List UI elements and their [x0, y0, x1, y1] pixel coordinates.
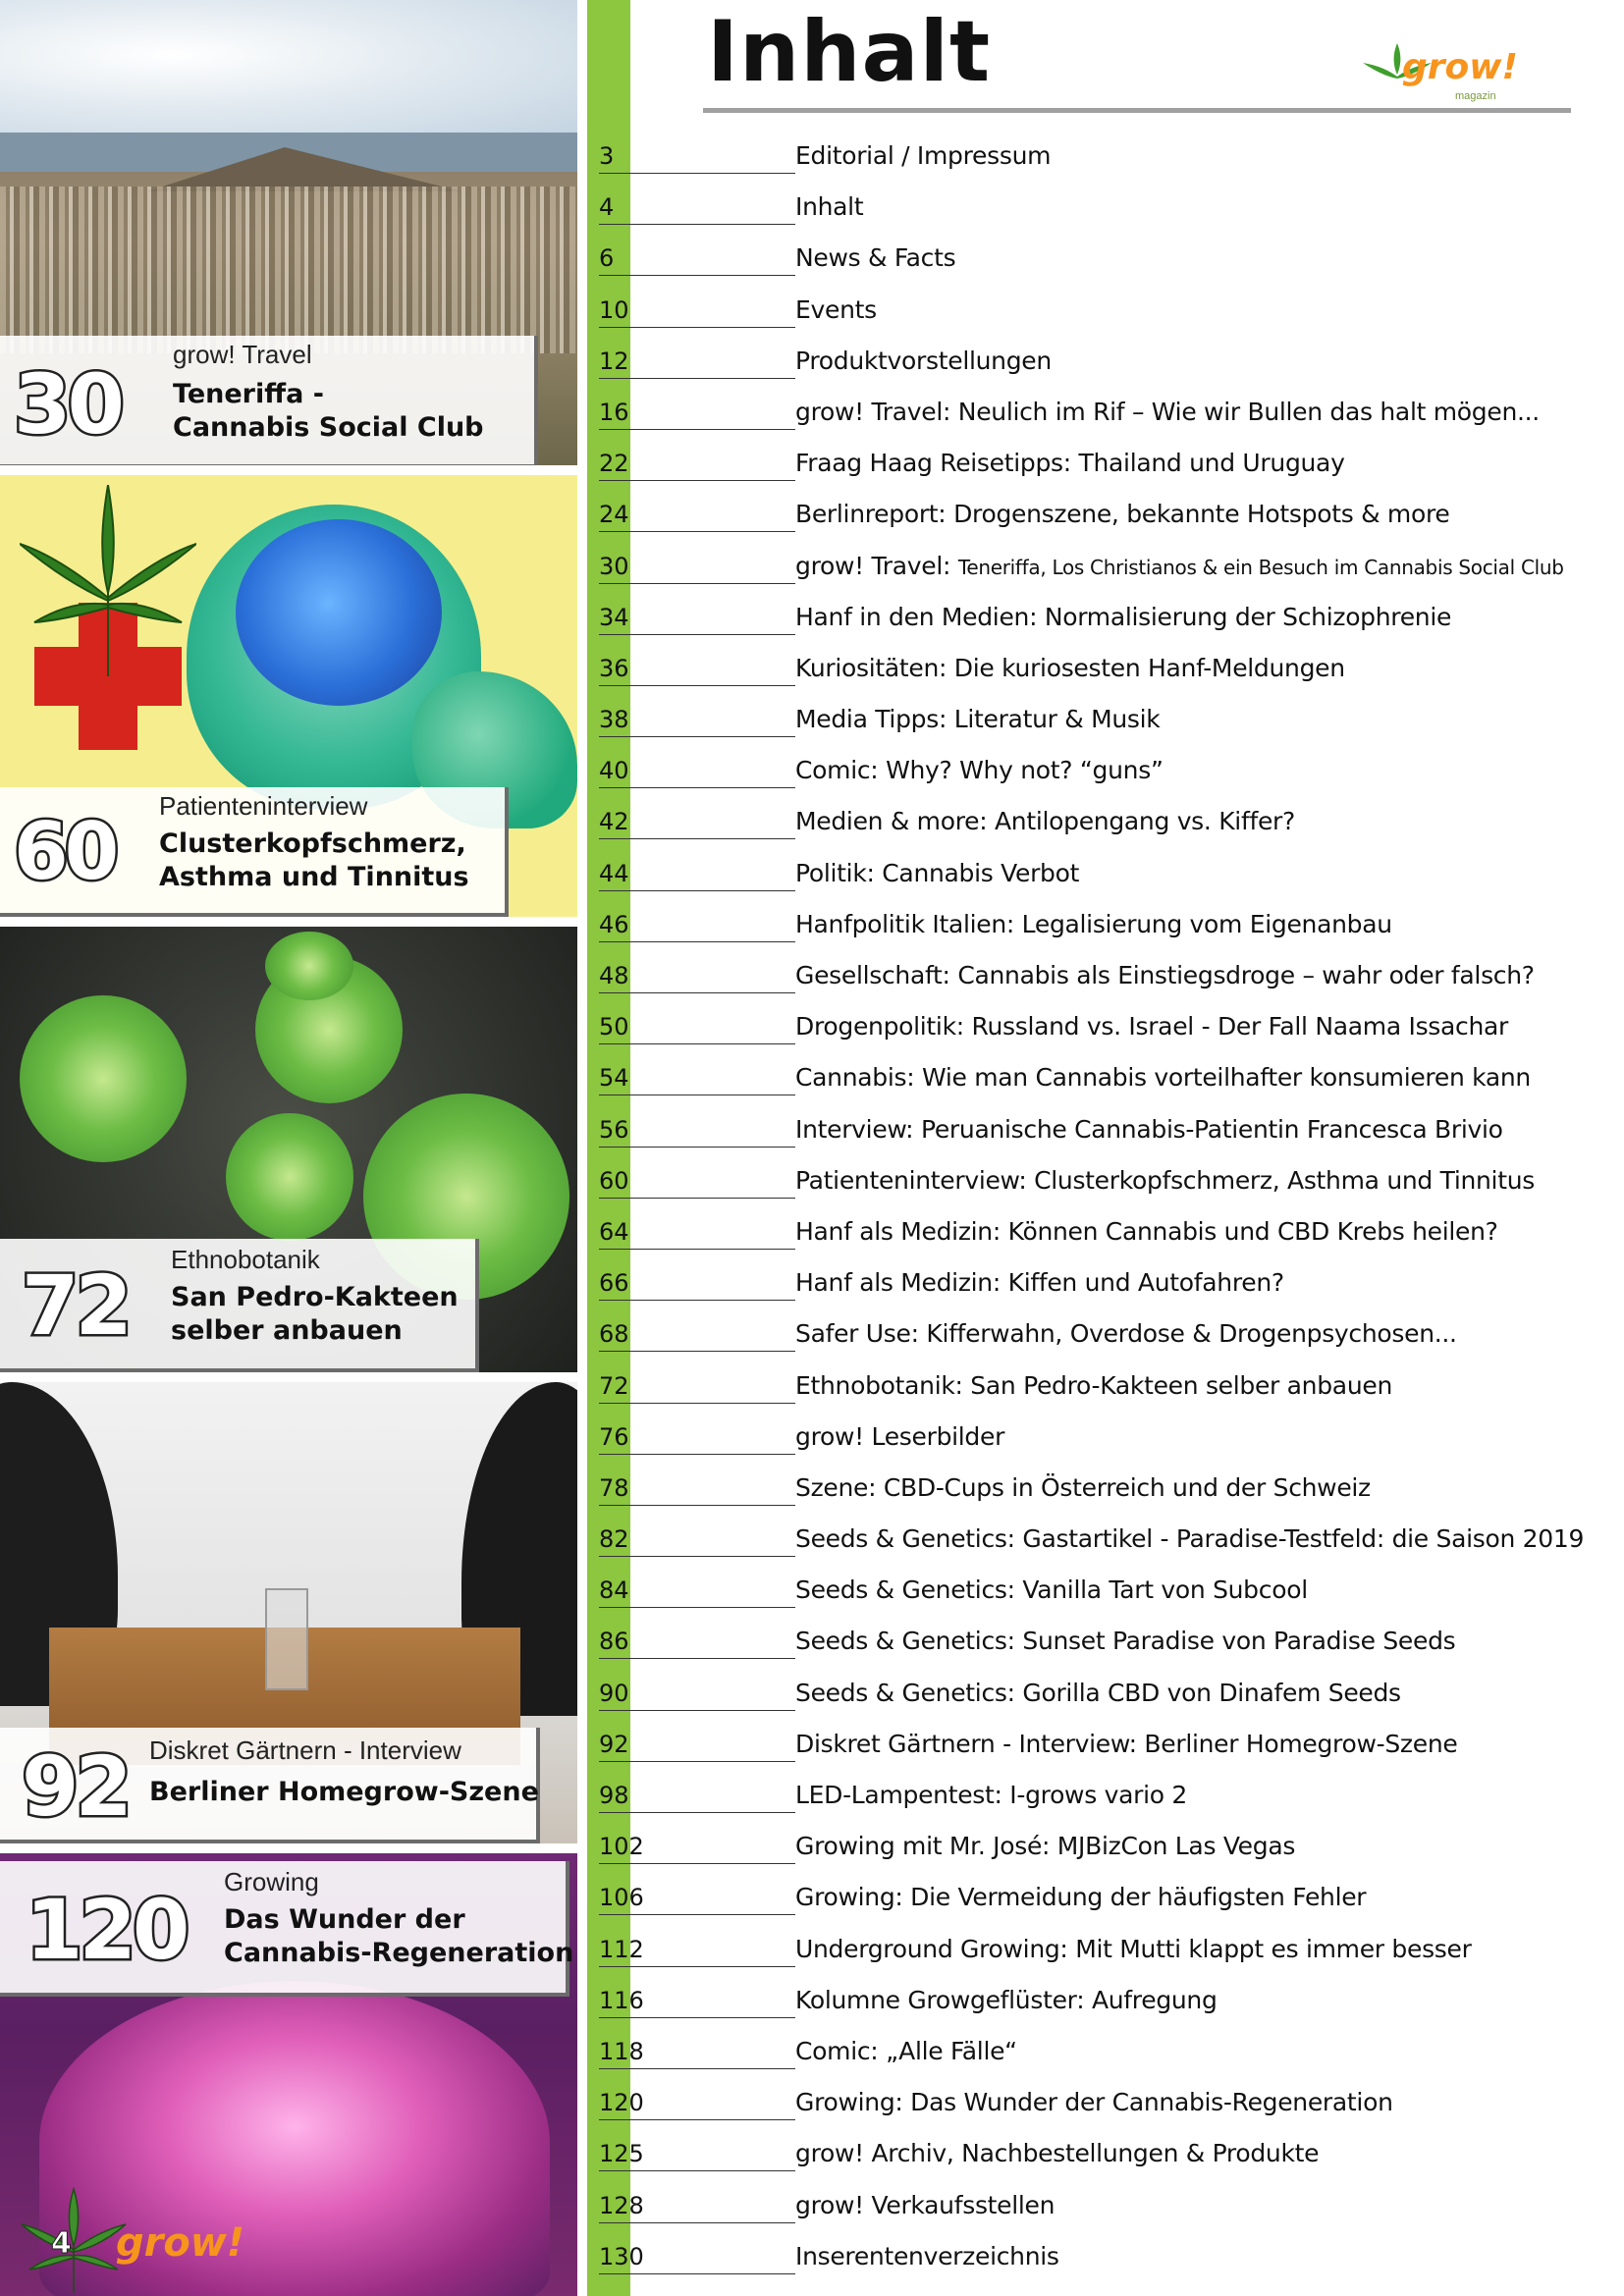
toc-entry[interactable] — [597, 1675, 1618, 1726]
toc-page-number[interactable]: 82 — [599, 1524, 795, 1557]
toc-page-number[interactable]: 64 — [599, 1217, 795, 1250]
toc-article-title[interactable] — [795, 603, 1451, 632]
toc-entry[interactable] — [597, 292, 1618, 343]
toc-title-text: Inhalt — [795, 192, 864, 222]
feature-title-line: Cannabis Social Club — [173, 412, 484, 443]
toc-entry[interactable] — [597, 1521, 1618, 1572]
toc-entry[interactable] — [597, 1111, 1618, 1162]
toc-page-number[interactable]: 72 — [599, 1371, 795, 1404]
toc-entry[interactable] — [597, 2135, 1618, 2186]
toc-title-text: Growing: Die Vermeidung der häufigsten Fehler — [795, 1883, 1367, 1912]
toc-title-text: Kolumne Growgeflüster: Aufregung — [795, 1985, 1218, 2014]
toc-title-text: Hanf als Medizin: Kiffen und Autofahren? — [795, 1268, 1284, 1298]
toc-title-text: grow! Travel: — [795, 551, 951, 580]
toc-article-title[interactable] — [795, 1730, 1457, 1759]
toc-title-text: Ethnobotanik: San Pedro-Kakteen selber anbauen — [795, 1370, 1392, 1400]
toc-page-number[interactable]: 22 — [599, 449, 795, 481]
toc-title-text: Seeds & Genetics: Gastartikel - Paradise-Testfeld: die Saison 2019 — [795, 1524, 1585, 1554]
toc-page-number[interactable]: 112 — [599, 1935, 795, 1967]
toc-article-title[interactable] — [795, 705, 1160, 734]
toc-entry[interactable] — [597, 906, 1618, 957]
toc-entry[interactable] — [597, 1982, 1618, 2033]
toc-article-title[interactable] — [795, 1524, 1584, 1554]
toc-article-title[interactable] — [795, 398, 1540, 427]
toc-article-title[interactable] — [795, 347, 1052, 376]
toc-page-number[interactable]: 42 — [599, 807, 795, 839]
toc-page-number[interactable]: 98 — [599, 1781, 795, 1813]
toc-entry[interactable] — [597, 394, 1618, 445]
feature-caption — [0, 1861, 574, 1997]
feature-page-number: 120 — [26, 1882, 187, 1978]
toc-entry[interactable] — [597, 1931, 1618, 1982]
toc-title-text: grow! Verkaufsstellen — [795, 2190, 1056, 2219]
feature-caption — [0, 787, 509, 917]
toc-article-title[interactable] — [795, 1166, 1535, 1196]
toc-page-number[interactable]: 4 — [599, 192, 795, 225]
toc-article-title[interactable] — [795, 807, 1295, 836]
toc-title-text: Comic: „Alle Fälle“ — [795, 2036, 1017, 2065]
toc-title-text: Gesellschaft: Cannabis als Einstiegsdroge – wahr oder falsch? — [795, 961, 1535, 989]
toc-page-number[interactable]: 44 — [599, 859, 795, 891]
toc-page-number[interactable]: 118 — [599, 2037, 795, 2069]
page-number: 4 — [51, 2226, 72, 2261]
toc-page-number[interactable]: 130 — [599, 2242, 795, 2274]
toc-title-text: Safer Use: Kifferwahn, Overdose & Drogenpsychosen... — [795, 1319, 1457, 1349]
logo-wordmark: grow! — [1402, 47, 1518, 87]
toc-entry[interactable] — [597, 803, 1618, 854]
toc-page-number[interactable]: 128 — [599, 2191, 795, 2223]
toc-page-number[interactable]: 106 — [599, 1883, 795, 1915]
toc-article-title[interactable] — [795, 2088, 1393, 2117]
toc-article-title[interactable] — [795, 1986, 1218, 2015]
toc-article-title[interactable] — [795, 192, 863, 222]
feature-caption — [0, 336, 538, 465]
toc-article-title[interactable] — [795, 1012, 1508, 1041]
toc-page-number[interactable]: 50 — [599, 1012, 795, 1044]
table-of-contents — [597, 137, 1618, 2289]
toc-title-text: Growing mit Mr. José: MJBizCon Las Vegas — [795, 1832, 1296, 1861]
toc-entry[interactable] — [597, 1008, 1618, 1059]
toc-article-title[interactable] — [795, 1371, 1392, 1401]
toc-entry[interactable] — [597, 2238, 1618, 2289]
toc-page-number[interactable]: 84 — [599, 1575, 795, 1608]
toc-page-number[interactable]: 54 — [599, 1063, 795, 1095]
toc-title-text: Seeds & Genetics: Vanilla Tart von Subcool — [795, 1575, 1308, 1605]
toc-article-title[interactable] — [795, 1935, 1472, 1964]
toc-title-text: Fraag Haag Reisetipps: Thailand und Uruguay — [795, 449, 1345, 478]
toc-page-number[interactable]: 38 — [599, 705, 795, 737]
toc-entry[interactable] — [597, 2187, 1618, 2238]
toc-entry[interactable] — [597, 1367, 1618, 1418]
toc-page-number[interactable]: 76 — [599, 1422, 795, 1455]
feature-kicker: Diskret Gärtnern - Interview — [149, 1735, 461, 1765]
toc-title-subtext: Teneriffa, Los Christianos & ein Besuch im Cannabis Social Club — [957, 555, 1564, 579]
toc-page-number[interactable]: 46 — [599, 910, 795, 942]
feature-title-line: Das Wunder der — [224, 1904, 465, 1935]
toc-entry[interactable] — [597, 137, 1618, 188]
toc-article-title[interactable] — [795, 1473, 1371, 1503]
toc-title-text: Events — [795, 294, 877, 324]
feature-title-line: Asthma und Tinnitus — [159, 862, 469, 892]
town — [0, 187, 577, 353]
feature-title-line: selber anbauen — [171, 1315, 403, 1346]
toc-article-title[interactable] — [795, 2037, 1017, 2066]
feature-title-line: Teneriffa - — [173, 379, 324, 409]
toc-article-title[interactable] — [795, 2242, 1059, 2271]
toc-article-title[interactable] — [795, 1115, 1503, 1145]
feature-teneriffa-image[interactable] — [0, 0, 577, 465]
toc-title-text: Underground Growing: Mit Mutti klappt es immer besser — [795, 1934, 1472, 1963]
toc-page-number[interactable]: 30 — [599, 552, 795, 584]
toc-page-number[interactable]: 92 — [599, 1730, 795, 1762]
toc-article-title[interactable] — [795, 961, 1535, 990]
toc-entry[interactable] — [597, 1418, 1618, 1469]
feature-title-line: San Pedro-Kakteen — [171, 1282, 459, 1312]
toc-article-title[interactable] — [795, 2191, 1055, 2220]
toc-entry[interactable] — [597, 855, 1618, 906]
toc-page-number[interactable]: 120 — [599, 2088, 795, 2120]
toc-article-title[interactable] — [795, 1268, 1284, 1298]
toc-entry[interactable] — [597, 445, 1618, 496]
feature-cacti-image[interactable] — [0, 927, 577, 1372]
toc-article-title[interactable] — [795, 756, 1164, 785]
toc-page-number[interactable]: 116 — [599, 1986, 795, 2018]
mountain — [147, 147, 461, 191]
toc-page-number[interactable]: 60 — [599, 1166, 795, 1199]
toc-title-text: Growing: Das Wunder der Cannabis-Regeneration — [795, 2088, 1393, 2117]
glass — [265, 1588, 308, 1690]
toc-article-title[interactable] — [795, 552, 1564, 582]
toc-article-title[interactable] — [795, 1217, 1498, 1247]
feature-title-line: Berliner Homegrow-Szene — [149, 1777, 539, 1807]
toc-article-title[interactable] — [795, 859, 1079, 888]
feature-patient-image[interactable] — [0, 475, 577, 917]
toc-entry[interactable] — [597, 1162, 1618, 1213]
feature-column — [0, 0, 577, 2296]
toc-article-title[interactable] — [795, 1832, 1295, 1861]
toc-entry[interactable] — [597, 2033, 1618, 2084]
toc-article-title[interactable] — [795, 449, 1345, 478]
toc-article-title[interactable] — [795, 243, 955, 273]
toc-entry[interactable] — [597, 1059, 1618, 1110]
toc-title-text: Interview: Peruanische Cannabis-Patientin Francesca Brivio — [795, 1114, 1503, 1144]
feature-title-line: Clusterkopfschmerz, — [159, 828, 466, 859]
toc-entry[interactable] — [597, 2084, 1618, 2135]
toc-title-text: Produktvorstellungen — [795, 346, 1052, 375]
toc-title-text: grow! Leserbilder — [795, 1421, 1005, 1451]
toc-entry[interactable] — [597, 240, 1618, 291]
feature-kicker: Growing — [224, 1867, 319, 1896]
toc-page-number[interactable]: 6 — [599, 243, 795, 276]
toc-article-title[interactable] — [795, 141, 1051, 171]
toc-article-title[interactable] — [795, 1575, 1308, 1605]
toc-article-title[interactable] — [795, 1883, 1366, 1912]
toc-title-text: Hanfpolitik Italien: Legalisierung vom Eigenanbau — [795, 909, 1392, 938]
toc-title-text: Hanf als Medizin: Können Cannabis und CBD Krebs heilen? — [795, 1216, 1498, 1246]
cactus — [226, 1113, 353, 1241]
feature-page-number: 30 — [14, 356, 121, 453]
toc-article-title[interactable] — [795, 1422, 1004, 1452]
title-underline — [703, 108, 1571, 113]
toc-title-text: Medien & more: Antilopengang vs. Kiffer? — [795, 807, 1295, 836]
toc-page-number[interactable]: 10 — [599, 295, 795, 328]
toc-entry[interactable] — [597, 1828, 1618, 1879]
feature-regeneration-image[interactable] — [0, 1853, 577, 2296]
toc-title-text: LED-Lampentest: I-grows vario 2 — [795, 1781, 1187, 1809]
toc-page-number[interactable]: 36 — [599, 654, 795, 686]
toc-title-text: Kuriositäten: Die kuriosesten Hanf-Meldungen — [795, 653, 1345, 682]
feature-caption — [0, 1239, 479, 1372]
logo-subtitle: magazin — [1455, 90, 1496, 102]
toc-article-title[interactable] — [795, 1627, 1455, 1656]
page-title: Inhalt — [707, 3, 992, 101]
toc-article-title[interactable] — [795, 1063, 1531, 1093]
toc-title-text: Berlinreport: Drogenszene, bekannte Hotspots & more — [795, 500, 1450, 529]
toc-page-number[interactable]: 34 — [599, 603, 795, 635]
toc-page-number[interactable]: 12 — [599, 347, 795, 379]
footer-grow-logo: grow! — [116, 2220, 245, 2266]
toc-entry[interactable] — [597, 343, 1618, 394]
toc-entry[interactable] — [597, 1879, 1618, 1930]
toc-title-text: Media Tipps: Literatur & Musik — [795, 705, 1161, 734]
toc-page-number[interactable]: 86 — [599, 1627, 795, 1659]
toc-page-number[interactable]: 125 — [599, 2139, 795, 2171]
toc-title-text: Comic: Why? Why not? “guns” — [795, 756, 1164, 785]
toc-title-text: Hanf in den Medien: Normalisierung der Schizophrenie — [795, 602, 1452, 631]
feature-page-number: 72 — [22, 1257, 129, 1354]
toc-title-text: grow! Travel: Neulich im Rif – Wie wir Bullen das halt mögen... — [795, 397, 1540, 426]
feature-title-line: Cannabis-Regeneration — [224, 1938, 574, 1968]
toc-page-number[interactable]: 40 — [599, 756, 795, 788]
feature-kicker: grow! Travel — [173, 340, 312, 369]
cactus — [265, 932, 353, 1000]
toc-page-number[interactable]: 48 — [599, 961, 795, 993]
toc-article-title[interactable] — [795, 654, 1345, 683]
toc-title-text: Politik: Cannabis Verbot — [795, 858, 1080, 887]
toc-page-number[interactable]: 66 — [599, 1268, 795, 1301]
toc-title-text: grow! Archiv, Nachbestellungen & Produkte — [795, 2139, 1320, 2168]
toc-article-title[interactable] — [795, 910, 1392, 939]
toc-entry[interactable] — [597, 650, 1618, 701]
toc-page-number[interactable]: 102 — [599, 1832, 795, 1864]
toc-title-text: Editorial / Impressum — [795, 141, 1052, 170]
toc-title-text: Seeds & Genetics: Sunset Paradise von Paradise Seeds — [795, 1627, 1456, 1656]
toc-title-text: Cannabis: Wie man Cannabis vorteilhafter konsumieren kann — [795, 1063, 1531, 1093]
toc-article-title[interactable] — [795, 1319, 1457, 1349]
toc-page-number[interactable]: 16 — [599, 398, 795, 430]
feature-caption — [0, 1728, 540, 1843]
toc-title-text: Drogenpolitik: Russland vs. Israel - Der Fall Naama Issachar — [795, 1012, 1509, 1041]
toc-entry[interactable] — [597, 1213, 1618, 1264]
toc-entry[interactable] — [597, 1572, 1618, 1623]
toc-entry[interactable] — [597, 1623, 1618, 1674]
toc-page-number[interactable]: 90 — [599, 1679, 795, 1711]
toc-title-text: Szene: CBD-Cups in Österreich und der Schweiz — [795, 1472, 1371, 1502]
toc-entry[interactable] — [597, 1264, 1618, 1315]
toc-entry[interactable] — [597, 496, 1618, 547]
cactus — [20, 995, 187, 1162]
toc-page-number[interactable]: 78 — [599, 1473, 795, 1506]
toc-title-text: Seeds & Genetics: Gorilla CBD von Dinafem Seeds — [795, 1678, 1401, 1707]
toc-article-title[interactable] — [795, 2139, 1319, 2168]
feature-kicker: Patienteninterview — [159, 791, 368, 821]
feature-page-number: 92 — [22, 1738, 129, 1835]
toc-article-title[interactable] — [795, 500, 1449, 529]
toc-entry[interactable] — [597, 1315, 1618, 1366]
toc-title-text: Patienteninterview: Clusterkopfschmerz, Asthma und Tinnitus — [795, 1165, 1535, 1195]
cannabis-leaf-icon — [20, 485, 196, 681]
toc-page-number[interactable]: 68 — [599, 1319, 795, 1352]
toc-entry[interactable] — [597, 188, 1618, 240]
toc-article-title[interactable] — [795, 295, 877, 325]
feature-kicker: Ethnobotanik — [171, 1245, 320, 1274]
toc-title-text: Diskret Gärtnern - Interview: Berliner Homegrow-Szene — [795, 1729, 1458, 1758]
toc-entry[interactable] — [597, 1469, 1618, 1521]
toc-title-text: News & Facts — [795, 243, 956, 273]
feature-page-number: 60 — [14, 806, 116, 897]
feature-interview-image[interactable] — [0, 1382, 577, 1843]
toc-page-number[interactable]: 56 — [599, 1115, 795, 1148]
toc-entry[interactable] — [597, 548, 1618, 599]
brain — [236, 519, 442, 706]
toc-entry[interactable] — [597, 1726, 1618, 1777]
toc-entry[interactable] — [597, 701, 1618, 752]
sky-clouds — [0, 0, 577, 137]
toc-title-text: Inserentenverzeichnis — [795, 2241, 1059, 2270]
toc-entry[interactable] — [597, 599, 1618, 650]
footer-leaf-icon — [20, 2187, 128, 2295]
toc-article-title[interactable] — [795, 1679, 1401, 1708]
grow-logo — [1363, 39, 1540, 108]
toc-page-number[interactable]: 3 — [599, 141, 795, 174]
toc-entry[interactable] — [597, 1777, 1618, 1828]
toc-article-title[interactable] — [795, 1781, 1187, 1810]
toc-entry[interactable] — [597, 957, 1618, 1008]
toc-entry[interactable] — [597, 752, 1618, 803]
toc-page-number[interactable]: 24 — [599, 500, 795, 532]
